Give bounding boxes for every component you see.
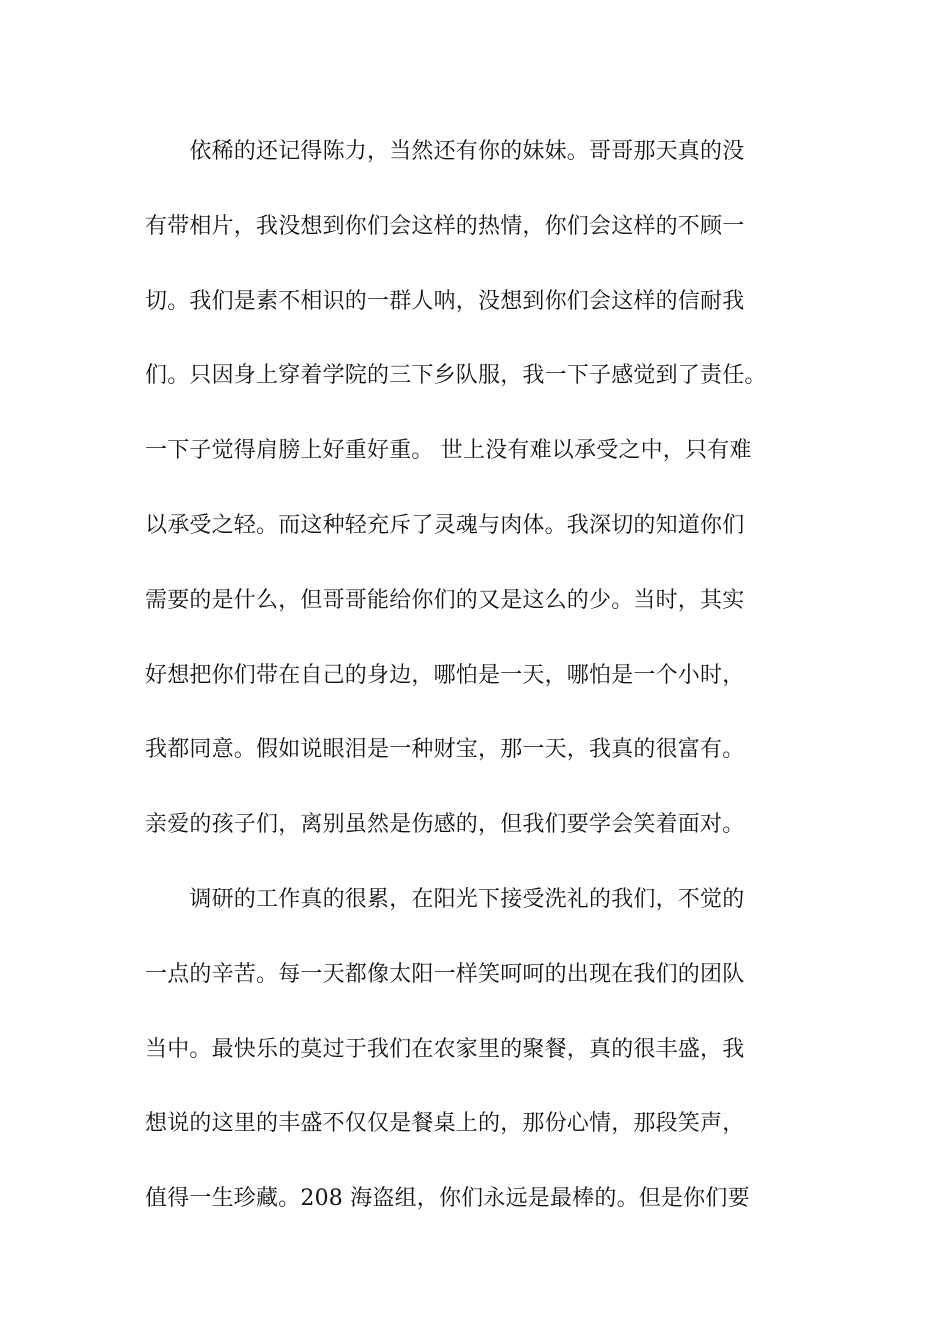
text-line: 亲爱的孩子们，离别虽然是伤感的，但我们要学会笑着面对。 <box>145 812 745 838</box>
text-line: 值得一生珍藏。208 海盗组，你们永远是最棒的。但是你们要 <box>145 1186 750 1212</box>
text-line: 我都同意。假如说眼泪是一种财宝，那一天，我真的很富有。 <box>145 737 745 763</box>
text-line: 依稀的还记得陈力，当然还有你的妹妹。哥哥那天真的没 <box>145 139 745 164</box>
text-line: 以承受之轻。而这种轻充斥了灵魂与肉体。我深切的知道你们 <box>145 512 745 538</box>
text-line: 调研的工作真的很累，在阳光下接受洗礼的我们，不觉的 <box>145 886 745 912</box>
text-line: 需要的是什么，但哥哥能给你们的又是这么的少。当时，其实 <box>145 587 745 613</box>
text-line: 好想把你们带在自己的身边，哪怕是一天，哪怕是一个小时， <box>145 662 745 688</box>
document-text-body <box>145 128 810 1250</box>
text-line: 切。我们是素不相识的一群人呐，没想到你们会这样的信耐我 <box>145 288 745 314</box>
text-line: 有带相片，我没想到你们会这样的热情，你们会这样的不顾一 <box>145 213 745 239</box>
text-line: 一下子觉得肩膀上好重好重。 世上没有难以承受之中，只有难 <box>145 438 752 464</box>
text-line: 当中。最快乐的莫过于我们在农家里的聚餐，真的很丰盛，我 <box>145 1036 745 1062</box>
text-line: 们。只因身上穿着学院的三下乡队服，我一下子感觉到了责任。 <box>145 363 767 389</box>
text-line: 想说的这里的丰盛不仅仅是餐桌上的，那份心情，那段笑声， <box>145 1111 745 1137</box>
text-line: 一点的辛苦。每一天都像太阳一样笑呵呵的出现在我们的团队 <box>145 961 745 987</box>
